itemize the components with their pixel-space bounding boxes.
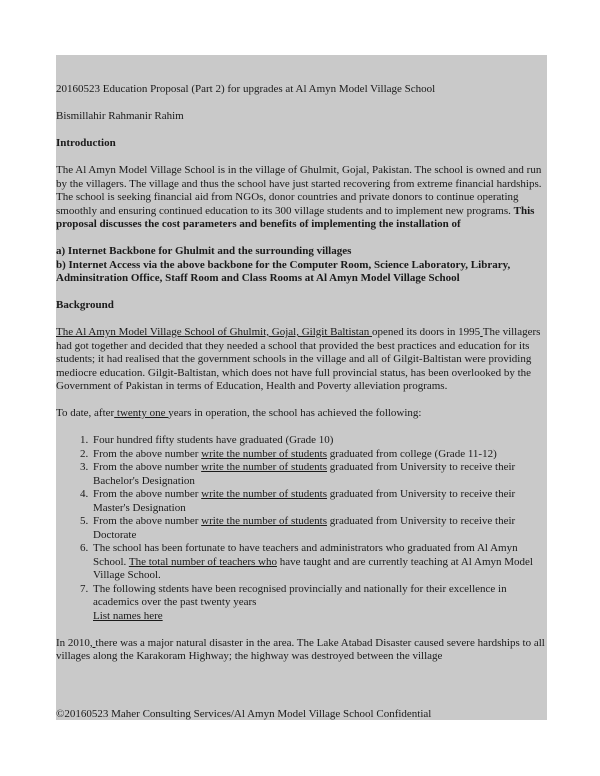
to-date-pre: To date, after <box>56 407 115 419</box>
placeholder-text: List names here <box>93 609 163 622</box>
item-text: The following stdents have been recognised provincially and nationally for their excellence in academics over the past twenty years <box>93 582 507 608</box>
placeholder-text: write the number of students <box>201 447 328 460</box>
disaster-text: there was a major natural disaster in the area. The Lake Atabad Disaster caused severe hardships to all villages along the Karakoram Highway; the highway was destroyed between the village <box>56 636 545 662</box>
bg-text-2: The villagers had got together and decided that they needed a school that provided the best practices and education for its students; it had realised that the government schools in the village and all of Gilgit-Baltistan were providing mediocre education. Gilgit-Baltistan, which does not have full provincial status, has been overlooked by the Government of Pakistan in terms of Education, Health and Poverty alleviation programs. <box>56 326 541 392</box>
item-text: From the above number <box>93 461 202 473</box>
disaster-paragraph <box>56 637 545 664</box>
item-b: b) Internet Access via the above backbone for the Computer Room, Science Laboratory, Library, Adminsitration Office, Staff Room and Class Rooms at Al Amyn Model Village School <box>56 258 511 284</box>
item-text: graduated from University to receive their Master's Designation <box>93 488 516 514</box>
item-a: a) Internet Backbone for Ghulmit and the surrounding villages <box>56 245 352 257</box>
placeholder-text: write the number of students <box>201 515 328 527</box>
item-text: Four hundred fifty students have graduated (Grade 10) <box>93 434 334 446</box>
item-text: have taught and are currently teaching at Al Amyn Model Village School. <box>93 555 533 581</box>
list-item <box>91 461 545 488</box>
disaster-pre: In 2010 <box>56 636 90 649</box>
placeholder-text: The total number of teachers who <box>128 555 277 568</box>
document-page <box>56 55 547 720</box>
item-text: From the above number <box>93 515 202 527</box>
placeholder-text: write the number of students <box>201 461 328 473</box>
placeholder-text: write the number of students <box>201 488 328 500</box>
to-date-post: years in operation, the school has achieved the following: <box>168 407 422 419</box>
item-text: graduated from University to receive their Doctorate <box>93 515 516 541</box>
item-text: The school has been fortunate to have teachers and administrators who graduated from Al Amyn School. <box>93 542 518 568</box>
achievements-list <box>56 434 545 623</box>
item-text: From the above number <box>93 488 202 500</box>
list-item <box>91 434 545 448</box>
list-item <box>91 488 545 515</box>
list-item <box>91 515 545 542</box>
salutation: Bismillahir Rahmanir Rahim <box>56 110 184 122</box>
item-text: graduated from University to receive their Bachelor's Designation <box>93 461 516 487</box>
intro-items <box>56 245 545 286</box>
document-title: 20160523 Education Proposal (Part 2) for upgrades at Al Amyn Model Village School <box>56 83 436 95</box>
heading-introduction: Introduction <box>56 137 116 149</box>
disaster-u: , <box>89 636 96 649</box>
heading-background: Background <box>56 299 114 311</box>
page-footer: ©20160523 Maher Consulting Services/Al Amyn Model Village School Confidential <box>56 708 432 720</box>
school-link[interactable]: The Al Amyn Model Village School of Ghulmit, Gojal, Gilgit Baltistan <box>56 326 372 338</box>
list-item <box>91 542 545 583</box>
item-text: graduated from college (Grade 11-12) <box>327 447 497 460</box>
bg-text-1: opened its doors in 1995 <box>371 326 481 338</box>
background-paragraph <box>56 326 545 394</box>
item-text: From the above number <box>93 447 202 460</box>
to-date-years: twenty one <box>114 407 169 419</box>
intro-paragraph <box>56 164 545 232</box>
list-item <box>91 448 545 462</box>
intro-text: The Al Amyn Model Village School is in the village of Ghulmit, Gojal, Pakistan. The school is owned and run by the villagers. The village and thus the school have just started recovering from extreme financial hardships. The school is seeking financial aid from NGOs, donor countries and private donors to continue operating smoothly and ensuring continued education to its 300 village students and to implement new programs. <box>56 164 542 217</box>
to-date-paragraph <box>56 407 545 421</box>
intro-bold-text: This proposal discusses the cost parameters and benefits of implementing the installation of <box>56 204 535 230</box>
document-body <box>56 83 545 677</box>
list-item <box>91 583 545 624</box>
